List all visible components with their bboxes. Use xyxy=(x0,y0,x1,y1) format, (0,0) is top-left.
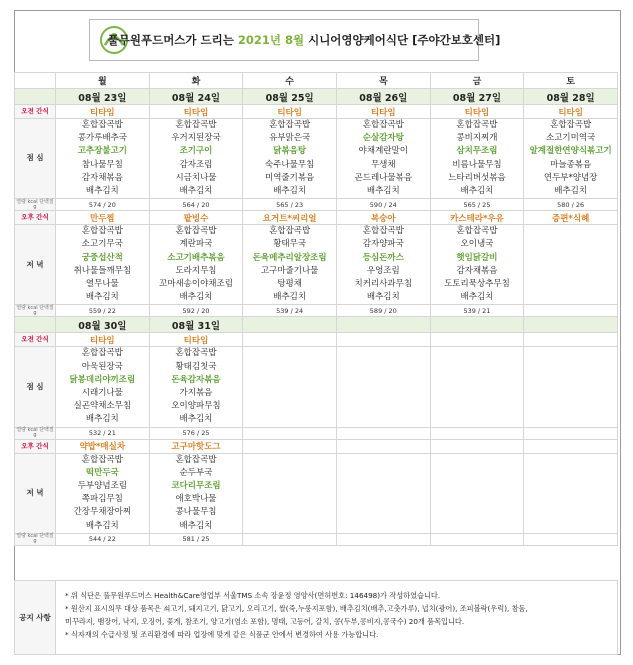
note-line: * 위 식단은 풀무원푸드머스 Health&Care영업부 서울TMS 소속 장윤정 영양사(면허번호: 146498)가 작성하였습니다. xyxy=(65,591,441,600)
week2-dinner-nut-row xyxy=(15,533,618,545)
dinner-item: 콩나물무침 xyxy=(175,507,217,518)
dinner-item: 혼합잡곡밥 xyxy=(456,226,498,237)
lunch-nutrition: 574 / 20 xyxy=(56,199,150,211)
dinner-item: 애호박나물 xyxy=(175,494,217,505)
lunch-item: 닭볶음탕 xyxy=(273,146,307,157)
lunch-item: 실곤약채소무침 xyxy=(73,401,132,412)
dinner-nutrition: 592 / 20 xyxy=(149,305,243,317)
lunch-item: 알계절한연양식볶고기 xyxy=(529,146,612,157)
lunch-item: 가지볶음 xyxy=(179,388,213,399)
week1-lunch-nut-row xyxy=(15,199,618,211)
dinner-cell xyxy=(149,225,243,305)
lunch-item: 조기구이 xyxy=(179,146,213,157)
lunch-cell xyxy=(524,347,618,427)
title-rest: 시니어영양케어식단 [주야간보호센터] xyxy=(308,33,501,47)
dinner-cell xyxy=(430,225,524,305)
dinner-cell xyxy=(56,225,150,305)
day-header-corner xyxy=(15,73,56,89)
dinner-nutrition: 559 / 22 xyxy=(56,305,150,317)
week1-dinner-nut-row-label: 열량 kcal 단백질 g xyxy=(16,304,54,316)
week2-date-row xyxy=(15,317,618,333)
dinner-nutrition xyxy=(524,305,618,317)
dinner-cell xyxy=(56,453,150,533)
dinner-item: 배추김치 xyxy=(85,520,119,531)
dinner-item: 취나물들깨무침 xyxy=(73,265,132,276)
empty-cell xyxy=(243,439,337,453)
lunch-nutrition: 564 / 20 xyxy=(149,199,243,211)
lunch-item: 우거지된장국 xyxy=(171,133,221,144)
date-cell: 08월 30일 xyxy=(56,317,150,333)
dinner-item: 황태무국 xyxy=(273,239,307,250)
dinner-item: 혼합잡곡밥 xyxy=(81,454,123,465)
dinner-item: 궁중섭산적 xyxy=(81,252,123,263)
dinner-item: 소고기무국 xyxy=(81,239,123,250)
dinner-item: 우엉조림 xyxy=(366,265,400,276)
dinner-item: 배추김치 xyxy=(460,292,494,303)
date-cell: 08월 24일 xyxy=(149,89,243,105)
lunch-item: 무생채 xyxy=(370,159,396,170)
pm-snack-cell: 복숭아 xyxy=(336,211,430,225)
empty-cell xyxy=(336,333,430,347)
lunch-item: 감자채볶음 xyxy=(81,172,123,183)
dinner-item: 등심돈까스 xyxy=(362,252,404,263)
dinner-item: 오이냉국 xyxy=(460,239,494,250)
dinner-item: 배추김치 xyxy=(179,292,213,303)
dinner-item: 혼합잡곡밥 xyxy=(175,454,217,465)
am-snack-cell: 티타임 xyxy=(149,105,243,119)
day-header-5: 토 xyxy=(524,73,618,89)
lunch-item: 연두부*양념장 xyxy=(543,172,598,183)
dinner-item: 혼합잡곡밥 xyxy=(269,226,311,237)
lunch-cell xyxy=(336,347,430,427)
empty-cell xyxy=(524,333,618,347)
pm-snack-cell: 고구마핫도그 xyxy=(149,439,243,453)
dinner-item: 꼬마새송이야채조림 xyxy=(159,279,233,290)
notes-list xyxy=(65,589,613,641)
day-header-0: 월 xyxy=(56,73,150,89)
lunch-nutrition: 565 / 25 xyxy=(430,199,524,211)
am-snack-cell: 티타임 xyxy=(149,333,243,347)
dinner-cell xyxy=(430,453,524,533)
lunch-item: 혼합잡곡밥 xyxy=(81,120,123,130)
week1-lunch-nut-row-label: 열량 kcal 단백질 g xyxy=(16,198,54,210)
lunch-item: 야채계란말이 xyxy=(358,146,408,157)
lunch-item: 참나물무침 xyxy=(81,159,123,170)
lunch-cell xyxy=(149,119,243,199)
dinner-item: 배추김치 xyxy=(179,520,213,531)
dinner-item: 코다리무조림 xyxy=(171,481,221,492)
note-line: * 원산지 표시의무 대상 품목은 쇠고기, 돼지고기, 닭고기, 오리고기, 쌀(죽,누룽지포함), 배추김치(배추,고춧가루), 넙치(광어), 조피볼락(우럭), 참돔, xyxy=(65,604,528,613)
lunch-nutrition: 590 / 24 xyxy=(336,199,430,211)
dinner-nutrition: 581 / 25 xyxy=(149,533,243,545)
dinner-item: 햇임닭갈비 xyxy=(456,252,498,263)
empty-cell xyxy=(336,439,430,453)
lunch-item: 비름나물무침 xyxy=(452,159,502,170)
empty-cell xyxy=(243,533,337,545)
pm-snack-cell: 증편*식혜 xyxy=(524,211,618,225)
lunch-item: 콩비지찌개 xyxy=(456,133,498,144)
am-snack-cell: 티타임 xyxy=(524,105,618,119)
lunch-item: 곤드레나물볶음 xyxy=(354,172,413,183)
week1-pm-snack-row-label: 오후 간식 xyxy=(15,211,56,225)
pm-snack-cell: 만두찜 xyxy=(56,211,150,225)
dinner-item: 도토리묵상추무침 xyxy=(444,279,510,290)
lunch-item: 황태김칫국 xyxy=(175,361,217,372)
day-header-row xyxy=(15,73,618,89)
day-header-1: 화 xyxy=(149,73,243,89)
lunch-nutrition: 565 / 23 xyxy=(243,199,337,211)
header-banner xyxy=(89,19,501,61)
empty-cell xyxy=(336,533,430,545)
empty-cell xyxy=(430,333,524,347)
empty-cell xyxy=(524,427,618,439)
pm-snack-cell: 요거트*씨리얼 xyxy=(243,211,337,225)
week1-pm-snack-row xyxy=(15,211,618,225)
am-snack-cell: 티타임 xyxy=(243,105,337,119)
lunch-cell xyxy=(430,119,524,199)
dinner-item: 치커리사과무침 xyxy=(354,279,413,290)
empty-cell xyxy=(524,439,618,453)
dinner-item: 두부양념조림 xyxy=(77,481,127,492)
dinner-item: 고구마줄기나물 xyxy=(260,265,319,276)
pm-snack-cell: 카스테라*우유 xyxy=(430,211,524,225)
lunch-item: 배추김치 xyxy=(460,186,494,197)
day-header-4: 금 xyxy=(430,73,524,89)
dinner-item: 감자채볶음 xyxy=(456,265,498,276)
lunch-item: 닭봉데리야끼조림 xyxy=(69,374,136,385)
lunch-item: 혼합잡곡밥 xyxy=(456,120,498,130)
lunch-item: 혼합잡곡밥 xyxy=(175,120,217,130)
empty-cell xyxy=(524,533,618,545)
week2-lunch-nut-row xyxy=(15,427,618,439)
dinner-cell xyxy=(336,453,430,533)
dinner-item: 계란파국 xyxy=(179,239,213,250)
dinner-item: 혼합잡곡밥 xyxy=(81,226,123,237)
menu-table xyxy=(14,72,618,546)
date-cell: 08월 23일 xyxy=(56,89,150,105)
lunch-item: 시금치나물 xyxy=(175,172,217,183)
week1-dinner-nut-row xyxy=(15,305,618,317)
dinner-item: 탕평채 xyxy=(277,279,302,290)
dinner-item: 도라지무침 xyxy=(175,265,217,276)
dinner-cell xyxy=(149,453,243,533)
lunch-item: 시래기나물 xyxy=(81,388,123,399)
week1-lunch-row xyxy=(15,119,618,199)
lunch-item: 고추장불고기 xyxy=(77,146,127,157)
date-cell-empty xyxy=(524,317,618,333)
date-cell: 08월 26일 xyxy=(336,89,430,105)
note-line: * 식자재의 수급사정 및 조리환경에 따라 업장에 맞게 같은 식품군 안에서 변경하여 사용 가능합니다. xyxy=(65,630,379,639)
title-brand: 풀무원푸드머스가 드리는 xyxy=(107,33,234,47)
lunch-cell xyxy=(56,119,150,199)
empty-cell xyxy=(243,427,337,439)
lunch-item: 혼합잡곡밥 xyxy=(550,120,592,130)
lunch-cell xyxy=(524,119,618,199)
week1-date-row xyxy=(15,89,618,105)
week2-am-snack-row-label: 오전 간식 xyxy=(15,333,56,347)
lunch-item: 오이양파무침 xyxy=(171,401,221,412)
am-snack-cell: 티타임 xyxy=(336,105,430,119)
page-title xyxy=(107,20,501,60)
week2-dinner-row-label: 저 녁 xyxy=(15,453,56,533)
lunch-item: 소고기미역국 xyxy=(546,133,596,144)
lunch-item: 돈육감자볶음 xyxy=(171,374,221,385)
week1-dinner-row xyxy=(15,225,618,305)
dinner-cell xyxy=(243,225,337,305)
lunch-item: 마늘종볶음 xyxy=(550,159,592,170)
date-cell-empty xyxy=(243,317,337,333)
dinner-nutrition: 544 / 22 xyxy=(56,533,150,545)
lunch-cell xyxy=(149,347,243,427)
week2-lunch-row-label: 점 심 xyxy=(15,347,56,427)
dinner-item: 혼합잡곡밥 xyxy=(362,226,404,237)
lunch-item: 감자조림 xyxy=(179,159,213,170)
empty-cell xyxy=(243,333,337,347)
week2-pm-snack-row-label: 오후 간식 xyxy=(15,439,56,453)
week2-dinner-nut-row-label: 열량 kcal 단백질 g xyxy=(16,533,54,545)
dinner-cell xyxy=(243,453,337,533)
lunch-item: 숙주나물무침 xyxy=(265,159,315,170)
empty-cell xyxy=(430,533,524,545)
lunch-item: 순살감자탕 xyxy=(362,133,404,144)
lunch-item: 삼치무조림 xyxy=(456,146,498,157)
lunch-item: 혼합잡곡밥 xyxy=(269,120,311,130)
dinner-nutrition: 539 / 24 xyxy=(243,305,337,317)
lunch-item: 아욱된장국 xyxy=(81,361,123,372)
date-cell: 08월 28일 xyxy=(524,89,618,105)
dinner-item: 간장무채장아찌 xyxy=(73,507,132,518)
lunch-item: 콩가루배추국 xyxy=(77,133,127,144)
dinner-item: 돈육메추리알장조림 xyxy=(252,252,327,263)
dinner-item: 떡만두국 xyxy=(85,467,119,478)
day-header-3: 목 xyxy=(336,73,430,89)
lunch-item: 혼합잡곡밥 xyxy=(362,120,404,130)
dinner-item: 배추김치 xyxy=(273,292,307,303)
pm-snack-cell: 팥빙수 xyxy=(149,211,243,225)
week1-dinner-row-label: 저 녁 xyxy=(15,225,56,305)
date-corner xyxy=(15,89,56,105)
week2-dinner-row xyxy=(15,453,618,533)
lunch-item: 배추김치 xyxy=(85,186,119,197)
lunch-item: 유부맑은국 xyxy=(269,133,311,144)
lunch-nutrition: 580 / 26 xyxy=(524,199,618,211)
lunch-item: 배추김치 xyxy=(273,186,307,197)
week2-lunch-row xyxy=(15,347,618,427)
lunch-nutrition: 576 / 25 xyxy=(149,427,243,439)
empty-cell xyxy=(430,439,524,453)
date-cell: 08월 27일 xyxy=(430,89,524,105)
lunch-item: 혼합잡곡밥 xyxy=(81,348,123,359)
dinner-cell xyxy=(336,225,430,305)
dinner-nutrition: 589 / 20 xyxy=(336,305,430,317)
am-snack-cell: 티타임 xyxy=(56,105,150,119)
dinner-item: 소고기배추볶음 xyxy=(167,252,225,263)
day-header-2: 수 xyxy=(243,73,337,89)
dinner-item: 쪽파김무침 xyxy=(81,494,123,505)
pm-snack-cell: 약밥*매실차 xyxy=(56,439,150,453)
date-cell-empty xyxy=(336,317,430,333)
notes-section xyxy=(14,580,618,655)
lunch-item: 배추김치 xyxy=(554,186,588,197)
lunch-item: 느타리버섯볶음 xyxy=(448,172,506,183)
date-cell: 08월 31일 xyxy=(149,317,243,333)
lunch-cell xyxy=(430,347,524,427)
lunch-item: 배추김치 xyxy=(85,414,119,425)
dinner-item: 순두부국 xyxy=(179,467,213,478)
title-month: 2021년 8월 xyxy=(237,33,305,47)
dinner-cell xyxy=(524,453,618,533)
lunch-cell xyxy=(56,347,150,427)
week2-pm-snack-row xyxy=(15,439,618,453)
date-corner xyxy=(15,317,56,333)
date-cell-empty xyxy=(430,317,524,333)
dinner-item: 배추김치 xyxy=(85,292,119,303)
lunch-item: 혼합잡곡밥 xyxy=(175,348,217,359)
lunch-item: 배추김치 xyxy=(179,186,213,197)
note-line: 미꾸라지, 뱀장어, 낙지, 오징어, 꽃게, 참조기, 양고기(염소 포함), 명태, 고등어, 갈치, 콩(두부,콩비지,콩국수) 20개 품목입니다. xyxy=(65,617,465,626)
am-snack-cell: 티타임 xyxy=(56,333,150,347)
dinner-cell xyxy=(524,225,618,305)
am-snack-cell: 티타임 xyxy=(430,105,524,119)
lunch-cell xyxy=(243,347,337,427)
dinner-item: 혼합잡곡밥 xyxy=(175,226,217,237)
lunch-item: 배추김치 xyxy=(179,414,213,425)
lunch-nutrition: 532 / 21 xyxy=(56,427,150,439)
lunch-cell xyxy=(336,119,430,199)
week1-am-snack-row xyxy=(15,105,618,119)
notes-label: 공지 사항 xyxy=(15,581,56,654)
lunch-item: 배추김치 xyxy=(366,186,400,197)
date-cell: 08월 25일 xyxy=(243,89,337,105)
dinner-nutrition: 539 / 21 xyxy=(430,305,524,317)
week2-lunch-nut-row-label: 열량 kcal 단백질 g xyxy=(16,427,54,439)
lunch-item: 미역줄기볶음 xyxy=(265,172,315,183)
dinner-item: 감자양파국 xyxy=(362,239,404,250)
empty-cell xyxy=(430,427,524,439)
dinner-item: 열무나물 xyxy=(85,279,119,290)
week1-lunch-row-label: 점 심 xyxy=(15,119,56,199)
dinner-item: 배추김치 xyxy=(366,292,400,303)
empty-cell xyxy=(336,427,430,439)
lunch-cell xyxy=(243,119,337,199)
week2-am-snack-row xyxy=(15,333,618,347)
week1-am-snack-row-label: 오전 간식 xyxy=(15,105,56,119)
